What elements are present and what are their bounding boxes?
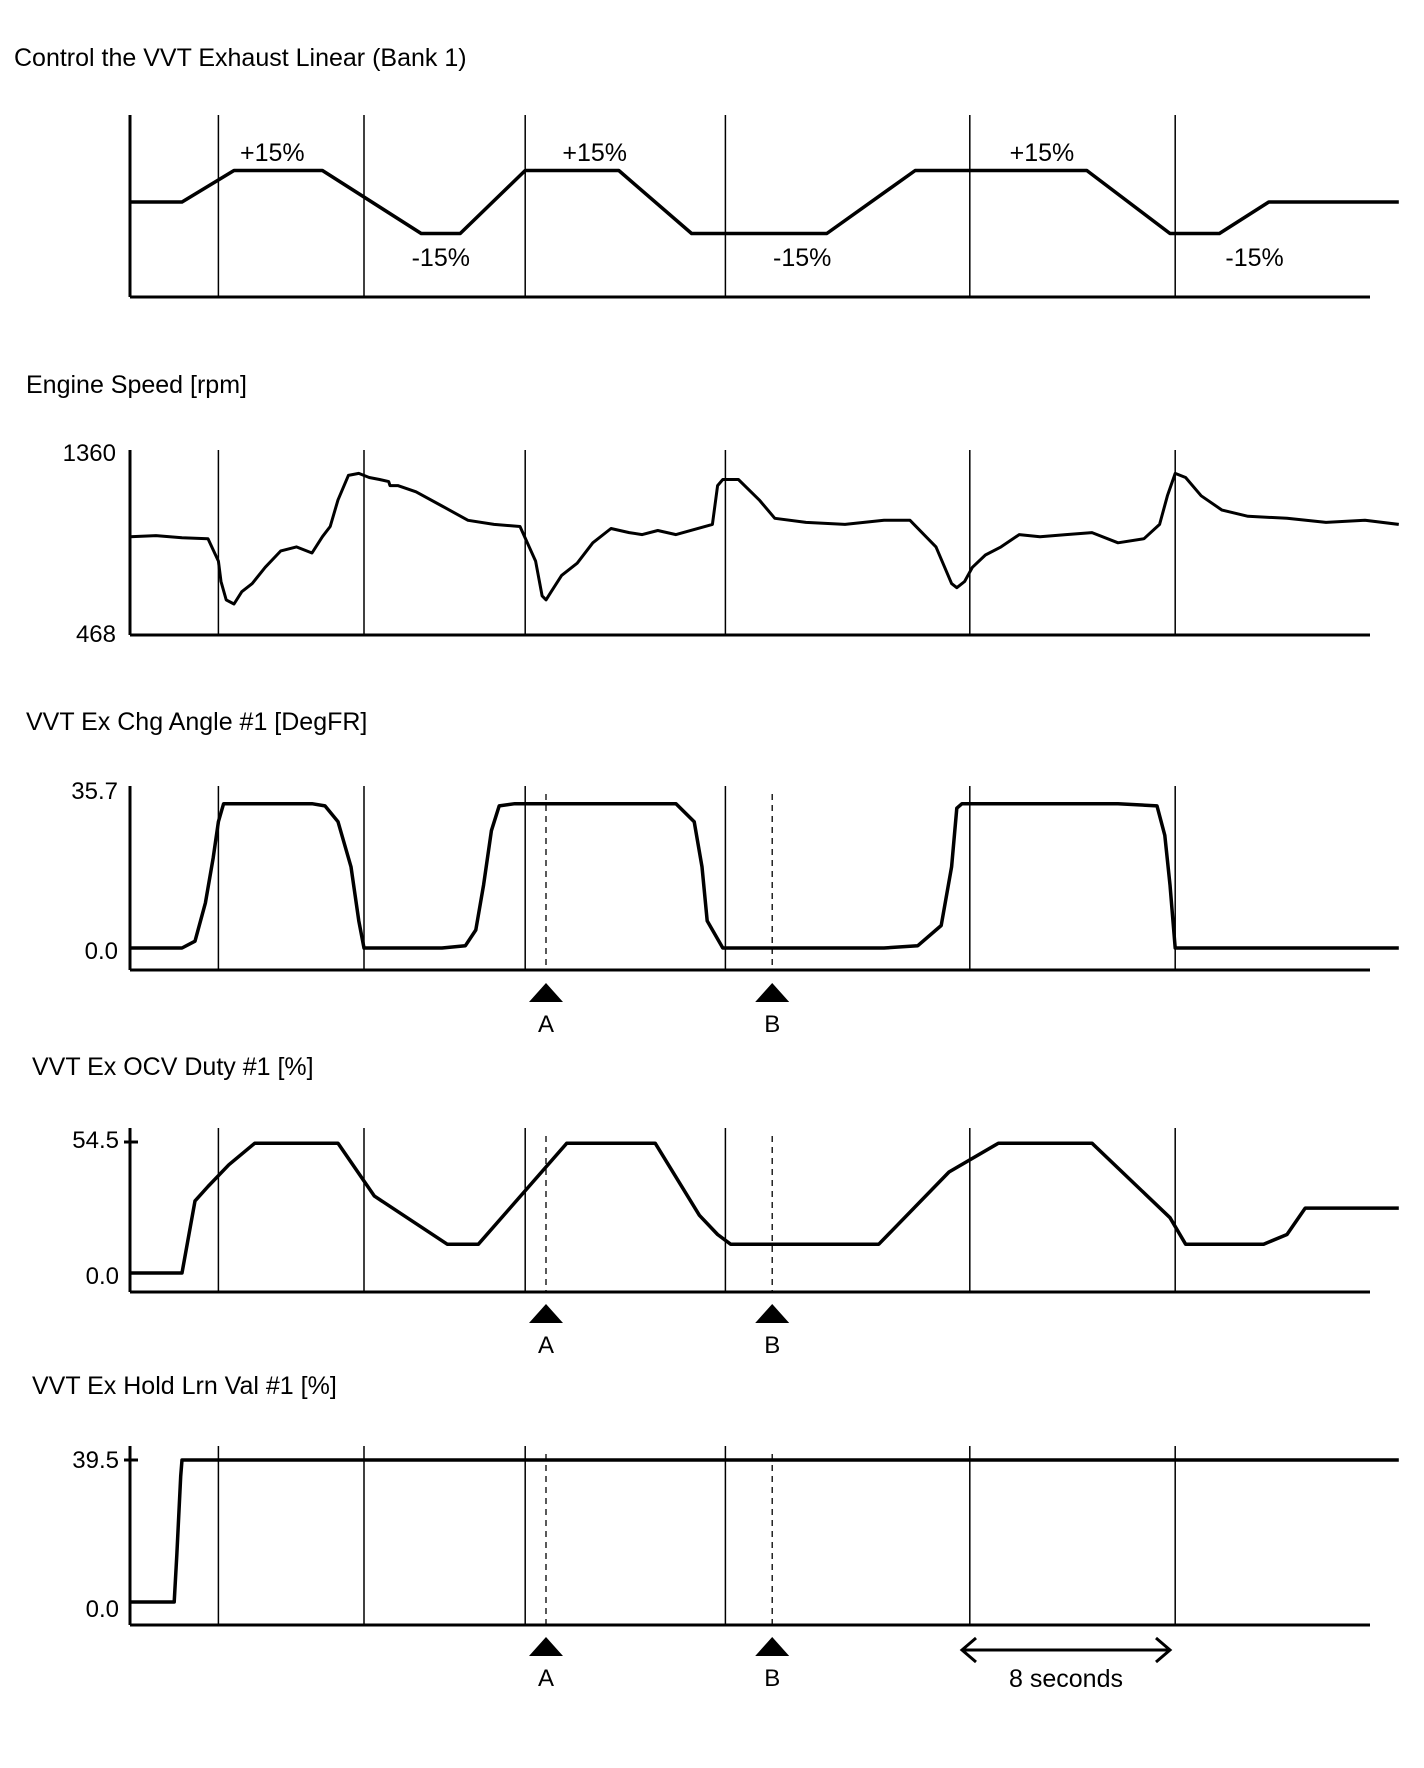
y-tick-min-engine-speed: 468 bbox=[75, 621, 116, 648]
marker-A-label: A bbox=[537, 1665, 555, 1692]
y-tick-max-ocv-duty: 54.5 bbox=[72, 1127, 119, 1154]
control-annotation-label: +15% bbox=[240, 139, 305, 167]
panel-title-ocv-duty: VVT Ex OCV Duty #1 [%] bbox=[32, 1053, 314, 1081]
y-tick-min-ocv-duty: 0.0 bbox=[85, 1263, 119, 1290]
panel-engine-speed bbox=[26, 371, 1399, 648]
y-tick-min-chg-angle: 0.0 bbox=[84, 938, 118, 965]
ocv-duty-markers bbox=[529, 1136, 789, 1359]
chg-angle-series-line bbox=[130, 804, 1399, 948]
marker-A-triangle bbox=[529, 983, 563, 1002]
control-annotation-label: -15% bbox=[411, 244, 470, 272]
panel-control bbox=[14, 44, 1399, 297]
span-label: 8 seconds bbox=[1009, 1665, 1123, 1693]
panel-ocv-duty bbox=[32, 1053, 1399, 1359]
y-tick-max-engine-speed: 1360 bbox=[62, 440, 116, 467]
marker-B-label: B bbox=[764, 1332, 781, 1359]
panel-hold-lrn bbox=[32, 1372, 1399, 1693]
y-tick-max-chg-angle: 35.7 bbox=[71, 778, 118, 805]
control-series-line bbox=[130, 171, 1399, 234]
control-annotations bbox=[240, 139, 1284, 272]
control-annotation-label: +15% bbox=[1009, 139, 1075, 167]
marker-B-triangle bbox=[755, 983, 789, 1002]
panel-title-control: Control the VVT Exhaust Linear (Bank 1) bbox=[14, 44, 467, 72]
hold-lrn-series-line bbox=[130, 1460, 1399, 1602]
panel-gridlines bbox=[218, 1446, 1175, 1625]
marker-B-triangle bbox=[755, 1304, 789, 1323]
marker-A-triangle bbox=[529, 1637, 563, 1656]
marker-A-triangle bbox=[529, 1304, 563, 1323]
engine-speed-series-line bbox=[130, 473, 1399, 604]
control-annotation-label: -15% bbox=[773, 244, 832, 272]
control-annotation-label: -15% bbox=[1225, 244, 1284, 272]
marker-A-label: A bbox=[537, 1011, 555, 1038]
y-tick-max-hold-lrn: 39.5 bbox=[72, 1447, 119, 1474]
marker-B-label: B bbox=[764, 1011, 781, 1038]
ocv-duty-series-line bbox=[130, 1143, 1399, 1273]
y-tick-min-hold-lrn: 0.0 bbox=[85, 1596, 119, 1623]
marker-B-triangle bbox=[755, 1637, 789, 1656]
hold-lrn-markers bbox=[529, 1454, 789, 1692]
panel-title-engine-speed: Engine Speed [rpm] bbox=[26, 371, 247, 399]
marker-A-label: A bbox=[537, 1332, 555, 1359]
chg-angle-markers bbox=[529, 794, 789, 1038]
control-annotation-label: +15% bbox=[562, 139, 628, 167]
span-annotation-8-seconds bbox=[962, 1638, 1170, 1693]
panel-gridlines bbox=[218, 450, 1175, 635]
panel-title-chg-angle: VVT Ex Chg Angle #1 [DegFR] bbox=[26, 708, 368, 736]
panel-chg-angle bbox=[26, 708, 1399, 1038]
marker-B-label: B bbox=[764, 1665, 781, 1692]
panel-title-hold-lrn: VVT Ex Hold Lrn Val #1 [%] bbox=[32, 1372, 337, 1400]
